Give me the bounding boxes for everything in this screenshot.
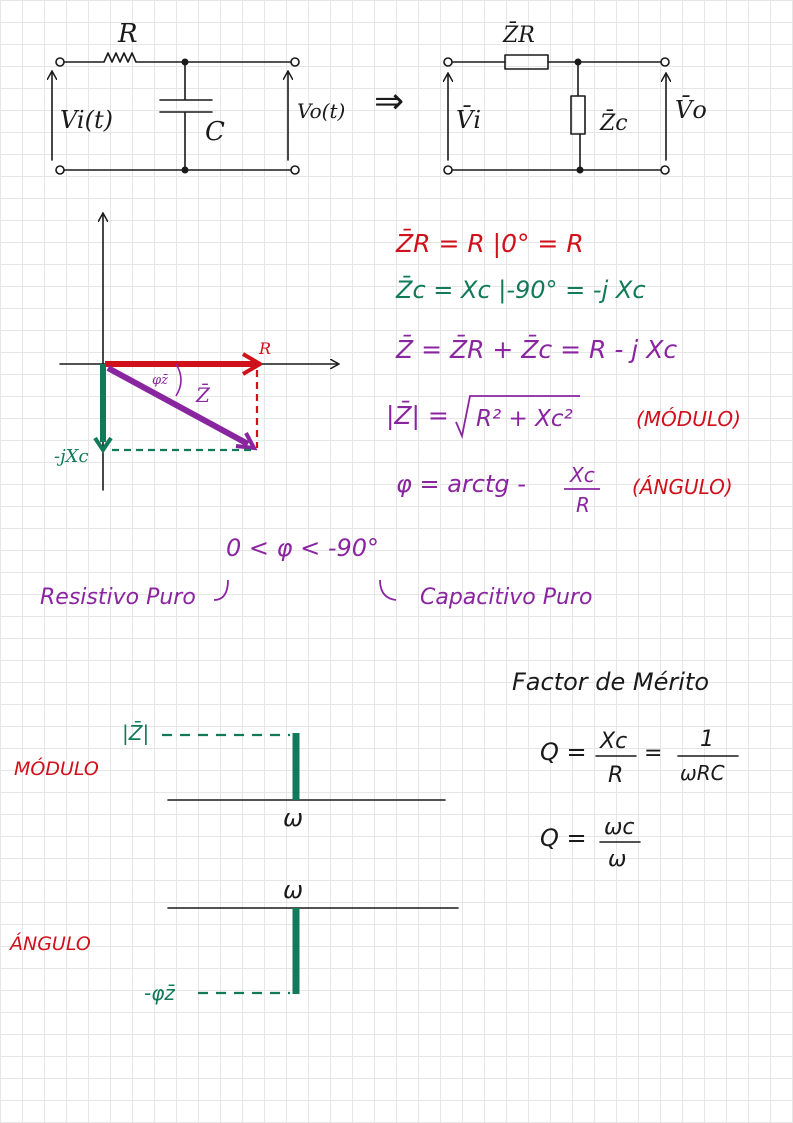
q2-den: ω [608,847,627,872]
terminal-in-top [444,58,452,66]
terminal-out-bottom [291,166,299,174]
modulo-label: MÓDULO [14,758,99,780]
eq-modulo-lhs: |Z̄| = [386,401,449,430]
vi-label: Vi(t) [60,106,113,134]
zr-label: Z̄R [503,23,535,48]
merit-factor [512,668,738,872]
eq-angle-lhs: φ = arctg - [396,470,526,498]
resistor-label: R [118,19,138,49]
zc-box [571,96,585,134]
eq-modulo-radicand: R² + Xc² [476,406,573,432]
angle-arc [176,364,181,396]
q1-lhs: Q = [540,738,587,766]
eq-zc: Z̄c = Xc |-90° = -j Xc [396,276,646,304]
capacitive-label: Capacitivo Puro [420,585,593,610]
spectrum-plots [8,720,458,1005]
rc-circuit [52,19,345,174]
terminal-in-bottom [444,166,452,174]
note-angulo: (ÁNGULO) [632,475,733,499]
terminal-in-top [56,58,64,66]
vo-label: Vo(t) [297,99,346,123]
eq-angle-den: R [576,493,590,517]
zc-label: Z̄c [600,111,628,136]
arrow-capacitive [380,580,396,600]
terminal-out-bottom [661,166,669,174]
phase-value-label: -φz̄ [144,981,175,1005]
vi-phasor-label: V̄i [456,106,482,134]
omega-label-top: ω [283,804,304,832]
impedance-circuit [444,21,707,174]
note-modulo: (MÓDULO) [636,407,741,431]
eq-z: Z̄ = Z̄R + Z̄c = R - j Xc [396,335,678,364]
terminal-out-top [661,58,669,66]
zr-box [505,55,548,69]
q1-den: R [608,763,624,788]
zc-wire [578,62,580,170]
q1-den2: ωRC [680,761,725,785]
terminal-out-top [291,58,299,66]
q2-num: ωc [604,815,635,840]
jxc-label: -jXc [54,446,89,467]
capacitor-symbol [160,62,212,170]
z-magnitude-label: |Z̄| [122,721,150,745]
arrow-resistive [214,580,228,600]
angulo-label: ÁNGULO [10,933,91,955]
z-phasor-label: Z̄ [196,383,210,407]
range-text: 0 < φ < -90° [226,534,380,562]
vo-phasor-label: V̄o [675,96,707,124]
q2-lhs: Q = [540,824,587,852]
angle-range [40,534,592,610]
eq-angle-num: Xc [570,463,595,487]
resistor-symbol [64,53,291,62]
eq-zr: Z̄R = R |0° = R [396,229,584,258]
phi-label: φz̄ [152,373,168,388]
q1-num: Xc [600,729,628,754]
capacitor-label: C [205,117,225,147]
resistive-label: Resistivo Puro [40,585,196,610]
q1-num2: 1 [700,727,714,752]
q1-eq: = [644,741,663,766]
omega-label-bottom: ω [283,876,304,904]
impedance-equations [386,228,741,517]
z-phasor [108,368,248,444]
phasor-diagram [54,214,338,490]
terminal-in-bottom [56,166,64,174]
implies-arrow: ⇒ [374,81,405,122]
r-axis-label: R [259,339,272,358]
merit-title: Factor de Mérito [512,668,710,696]
